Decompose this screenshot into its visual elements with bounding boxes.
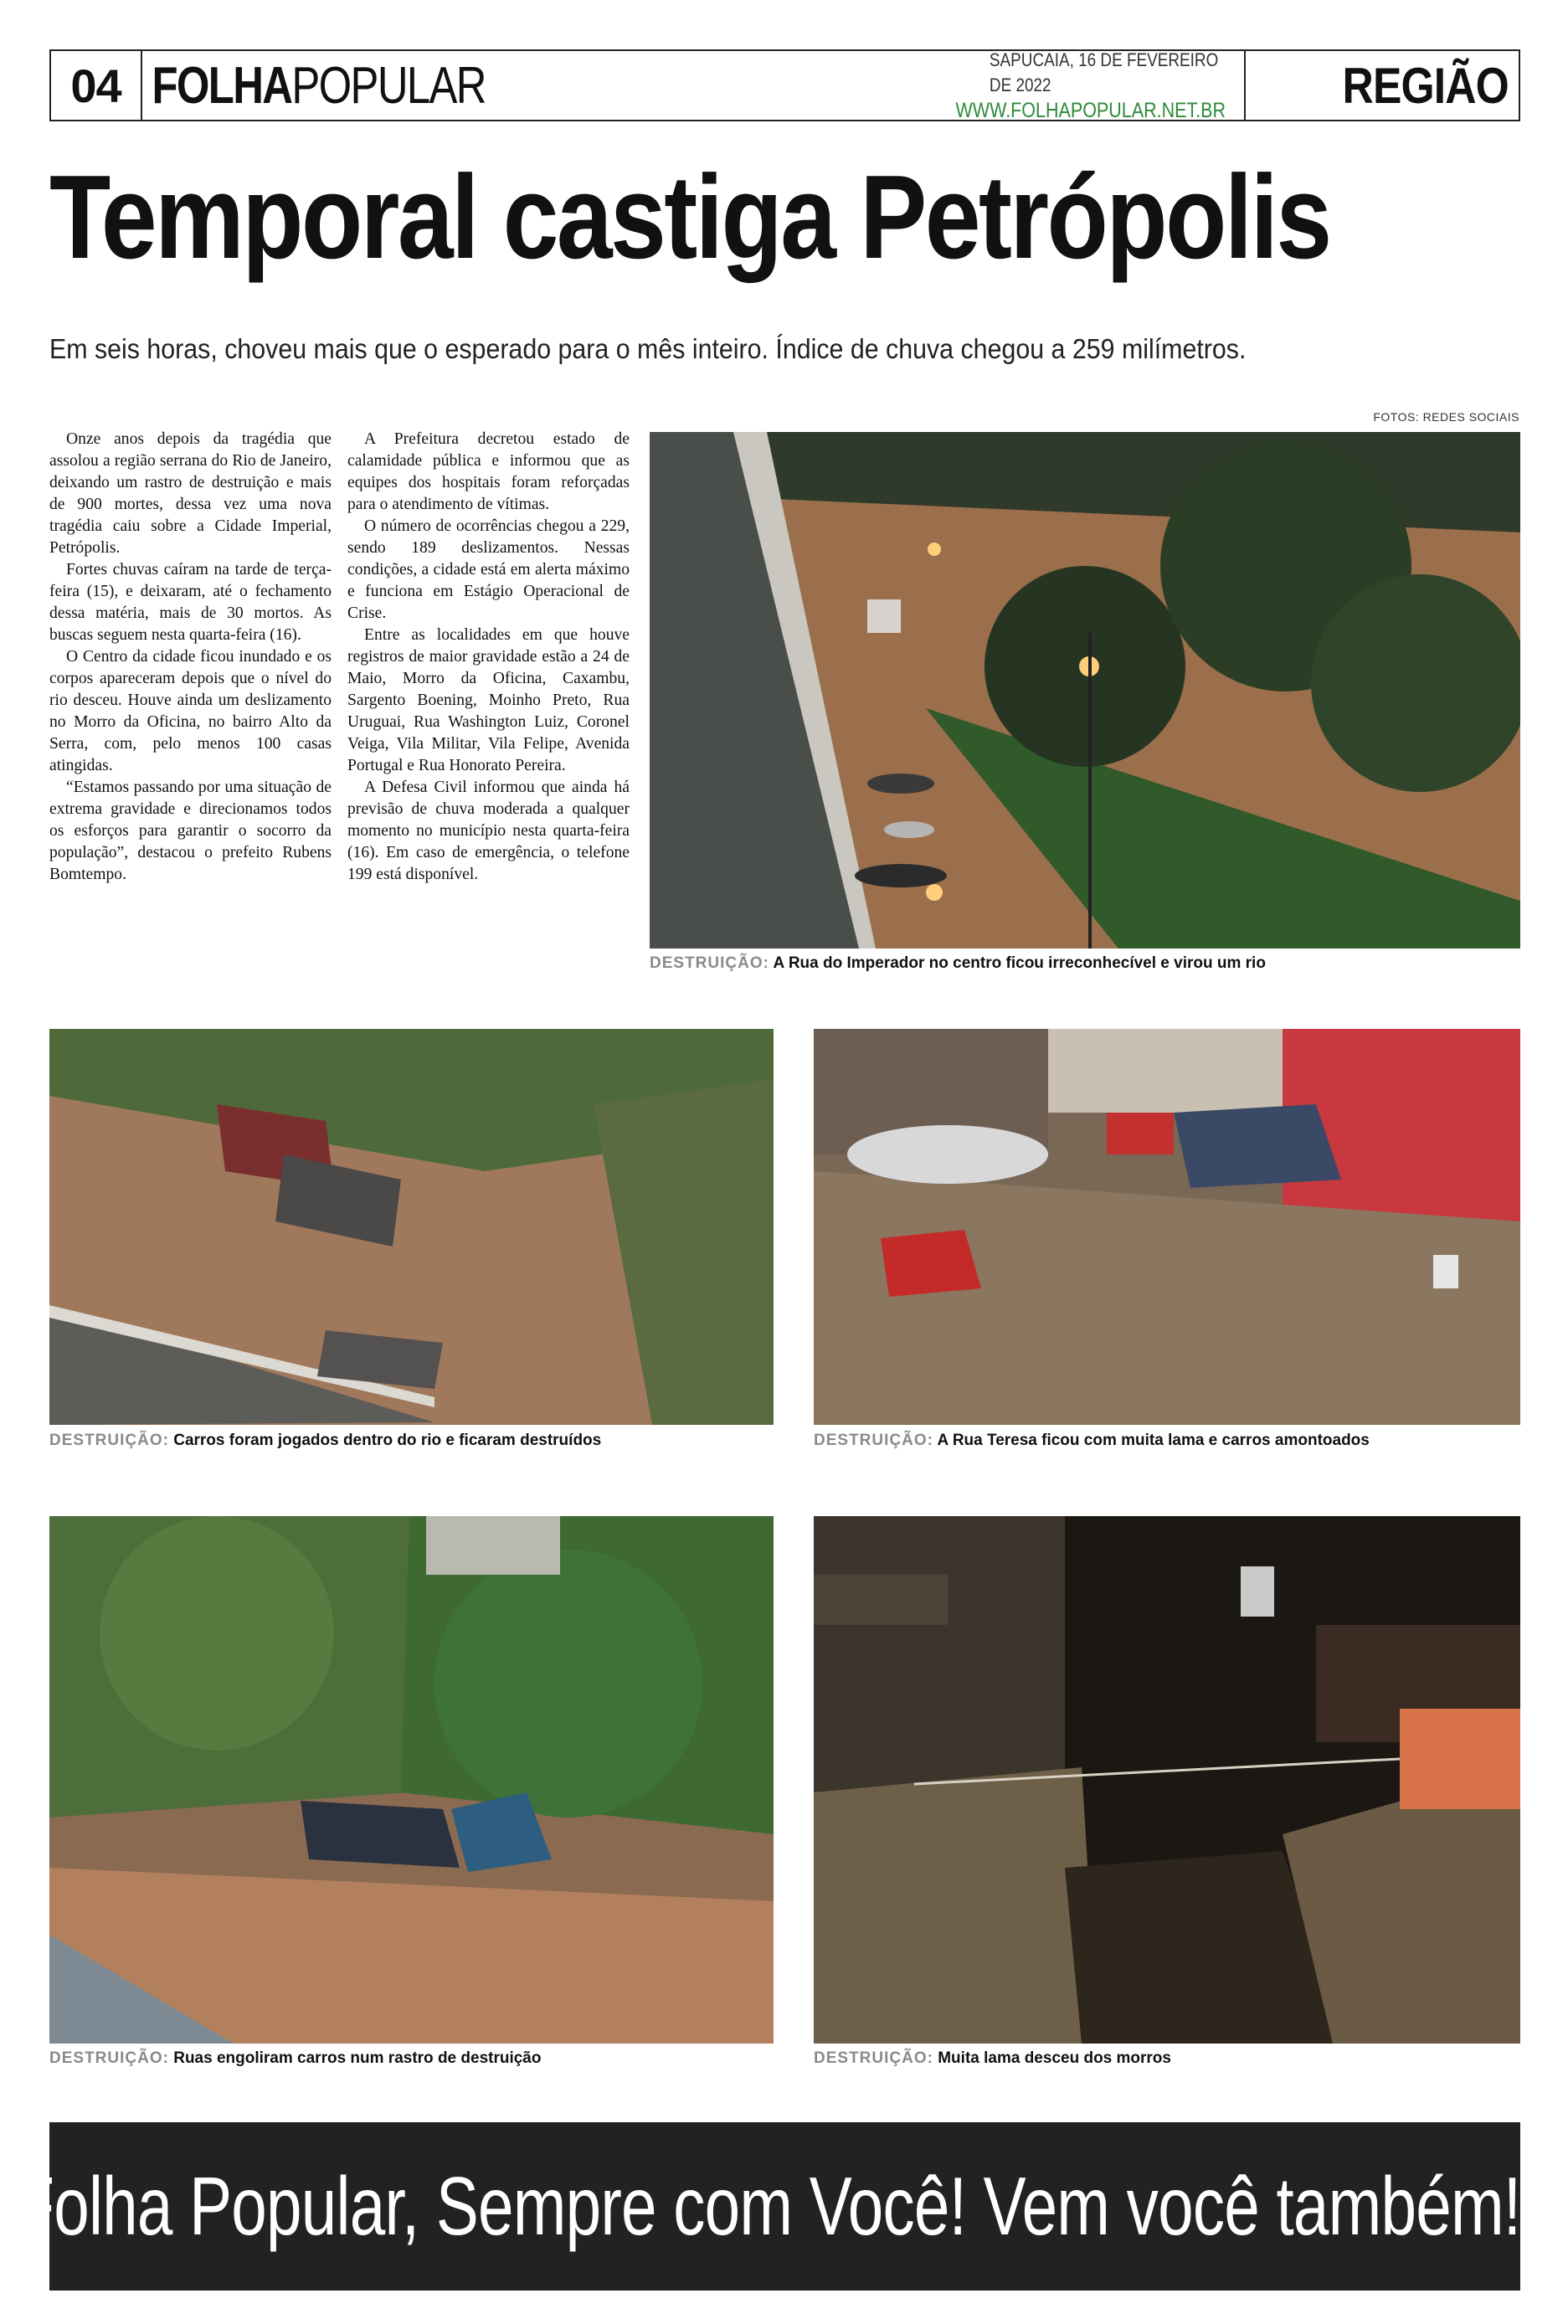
subheadline: Em seis horas, choveu mais que o esperado para o mês inteiro. Índice de chuva chegou a 259 milímetros. [49, 333, 1247, 364]
section-title: REGIÃO [1342, 57, 1509, 114]
caption-label: DESTRUIÇÃO: [814, 2049, 933, 2067]
photo-credit: FOTOS: REDES SOCIAIS [1373, 410, 1519, 424]
date-block [951, 51, 1246, 120]
paragraph: O número de ocorrências chegou a 229, sendo 189 deslizamentos. Nessas condições, a cidade está em alerta máximo e funciona em Estágio Operacional de Crise. [347, 517, 630, 622]
caption-text: A Rua Teresa ficou com muita lama e carros amontoados [937, 1432, 1370, 1449]
newspaper-logo[interactable] [142, 51, 805, 120]
caption-label: DESTRUIÇÃO: [49, 2049, 169, 2067]
caption-cars-river [49, 1432, 601, 1450]
caption-mud [814, 2049, 1171, 2068]
logo-light: POPULAR [291, 56, 486, 115]
caption-label: DESTRUIÇÃO: [49, 1432, 169, 1449]
photo-flooded-street [650, 432, 1520, 949]
edition-date: SAPUCAIA, 16 DE FEVEREIRO DE 2022 [989, 49, 1219, 95]
logo-bold: FOLHA [152, 56, 292, 115]
page-number: 04 [51, 51, 142, 120]
caption-text: A Rua do Imperador no centro ficou irreconhecível e virou um rio [773, 954, 1266, 972]
article-column-1 [49, 429, 332, 886]
website-link[interactable]: WWW.FOLHAPOPULAR.NET.BR [955, 99, 1226, 122]
paragraph: “Estamos passando por uma situação de extrema gravidade e direcionamos todos os esforços para garantir o socorro da população”, destacou o prefeito Rubens Bomtempo. [49, 779, 332, 883]
photo-streets-destruction [49, 1516, 774, 2044]
photo-cars-river [49, 1029, 774, 1425]
paragraph: Entre as localidades em que houve registros de maior gravidade estão a 24 de Maio, Morro da Oficina, Caxambu, Sargento Boening, Moinho Preto, Rua Uruguai, Rua Washington Luiz, Coronel Veiga, Vila Militar, Vila Felipe, Avenida Portugal e Rua Honorato Pereira. [347, 626, 630, 774]
photo-mud-night [814, 1516, 1520, 2044]
masthead [49, 49, 1520, 121]
caption-rua-teresa [814, 1432, 1370, 1450]
paragraph: Onze anos depois da tragédia que assolou a região serrana do Rio de Janeiro, deixando um rastro de destruição e mais de 900 mortes, dessa vez uma nova tragédia caiu sobre a Cidade Imperial, Petrópolis. [49, 430, 332, 557]
banner-text: Folha Popular, Sempre com Você! Vem você também!!! [15, 2160, 1555, 2252]
caption-main [650, 954, 1266, 973]
caption-text: Ruas engoliram carros num rastro de destruição [173, 2049, 542, 2067]
paragraph: A Prefeitura decretou estado de calamidade pública e informou que as equipes dos hospitais foram reforçadas para o atendimento de vítimas. [347, 430, 630, 513]
caption-streets [49, 2049, 541, 2068]
paragraph: O Centro da cidade ficou inundado e os corpos apareceram depois que o nível do rio desceu. Houve ainda um deslizamento no Morro da Oficina, no bairro Alto da Serra, com, pelo menos 100 casas atingidas. [49, 648, 332, 774]
article-column-2 [347, 429, 630, 886]
headline: Temporal castiga Petrópolis [49, 151, 1330, 284]
caption-label: DESTRUIÇÃO: [814, 1432, 933, 1449]
caption-label: DESTRUIÇÃO: [650, 954, 769, 972]
caption-text: Muita lama desceu dos morros [938, 2049, 1171, 2067]
paragraph: A Defesa Civil informou que ainda há previsão de chuva moderada a qualquer momento no município nesta quarta-feira (16). Em caso de emergência, o telefone 199 está disponível. [347, 779, 630, 883]
photo-rua-teresa [814, 1029, 1520, 1425]
paragraph: Fortes chuvas caíram na tarde de terça-feira (15), e deixaram, até o fechamento dessa matéria, mais de 30 mortos. As buscas seguem nesta quarta-feira (16). [49, 561, 332, 644]
promo-banner [15, 2122, 1555, 2291]
caption-text: Carros foram jogados dentro do rio e ficaram destruídos [173, 1432, 602, 1449]
